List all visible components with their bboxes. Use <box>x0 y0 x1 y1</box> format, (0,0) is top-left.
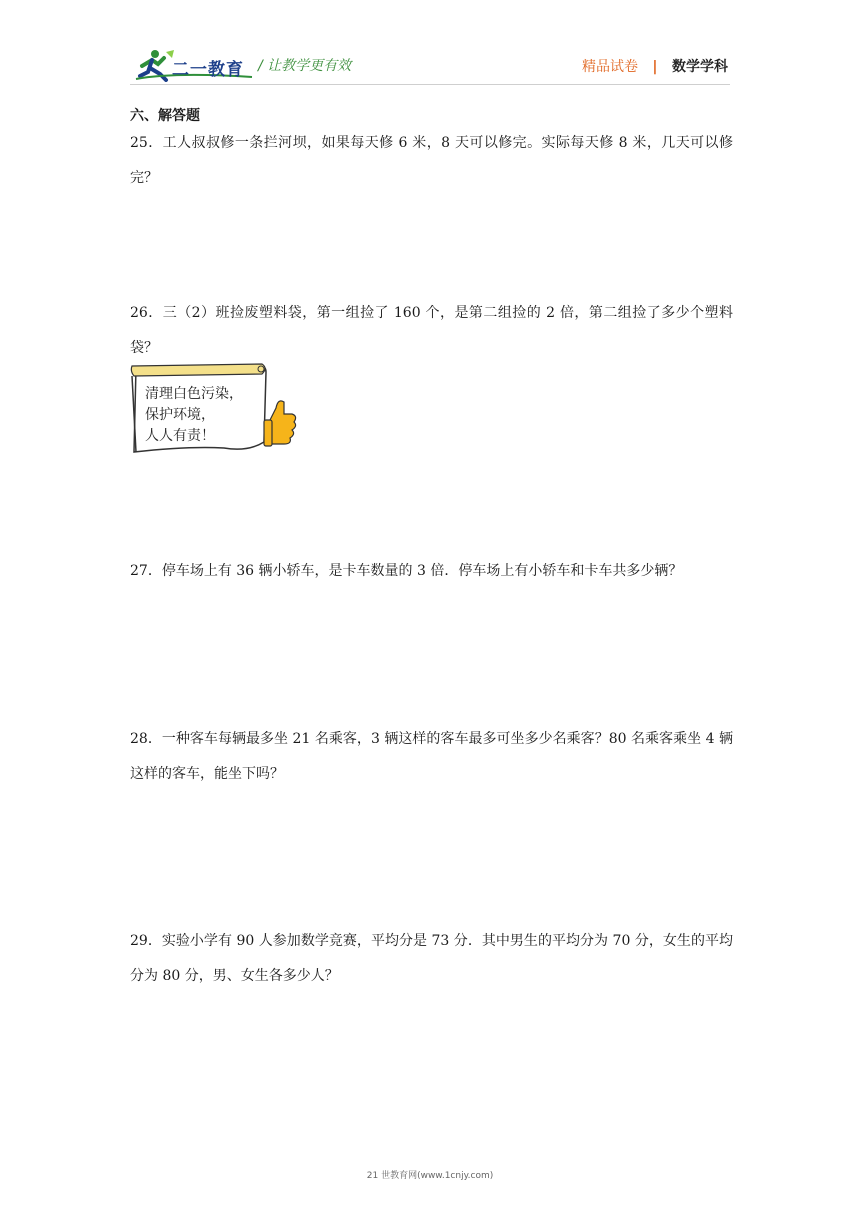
page-header <box>0 0 860 90</box>
question-26: 26．三（2）班捡废塑料袋，第一组捡了 160 个，是第二组捡的 2 倍，第二组捡了多少个塑料袋？ <box>130 305 733 356</box>
poster-line: 保护环境， <box>145 407 215 423</box>
tag-premium-papers: 精品试卷 <box>581 59 638 75</box>
slogan: / 让教学更有效 <box>258 58 352 74</box>
question-28: 28．一种客车每辆最多坐 21 名乘客，3 辆这样的客车最多可坐多少名乘客？80 名乘客乘坐 4 辆这样的客车，能坐下吗？ <box>130 731 733 782</box>
separator: | <box>652 59 658 75</box>
logo-text: 二一教育 <box>172 60 244 80</box>
header-tags <box>582 56 728 76</box>
poster-line: 清理白色污染， <box>145 386 243 402</box>
question-29: 29．实验小学有 90 人参加数学竞赛，平均分是 73 分．其中男生的平均分为 70 分，女生的平均分为 80 分，男、女生各多少人？ <box>130 933 733 984</box>
page-footer: 21 世教育网(www.1cnjy.com) <box>366 1171 494 1181</box>
question-25: 25．工人叔叔修一条拦河坝，如果每天修 6 米，8 天可以修完。实际每天修 8 米，几天可以修完？ <box>130 135 733 186</box>
thumbs-up-icon <box>264 401 296 446</box>
question-27: 27．停车场上有 36 辆小轿车，是卡车数量的 3 倍．停车场上有小轿车和卡车共多少辆？ <box>130 563 683 579</box>
header-divider <box>130 84 730 85</box>
poster-text <box>145 384 265 447</box>
section-title: 六、解答题 <box>130 108 200 124</box>
tag-subject: 数学学科 <box>672 59 728 75</box>
poster-line: 人人有责！ <box>145 428 215 444</box>
